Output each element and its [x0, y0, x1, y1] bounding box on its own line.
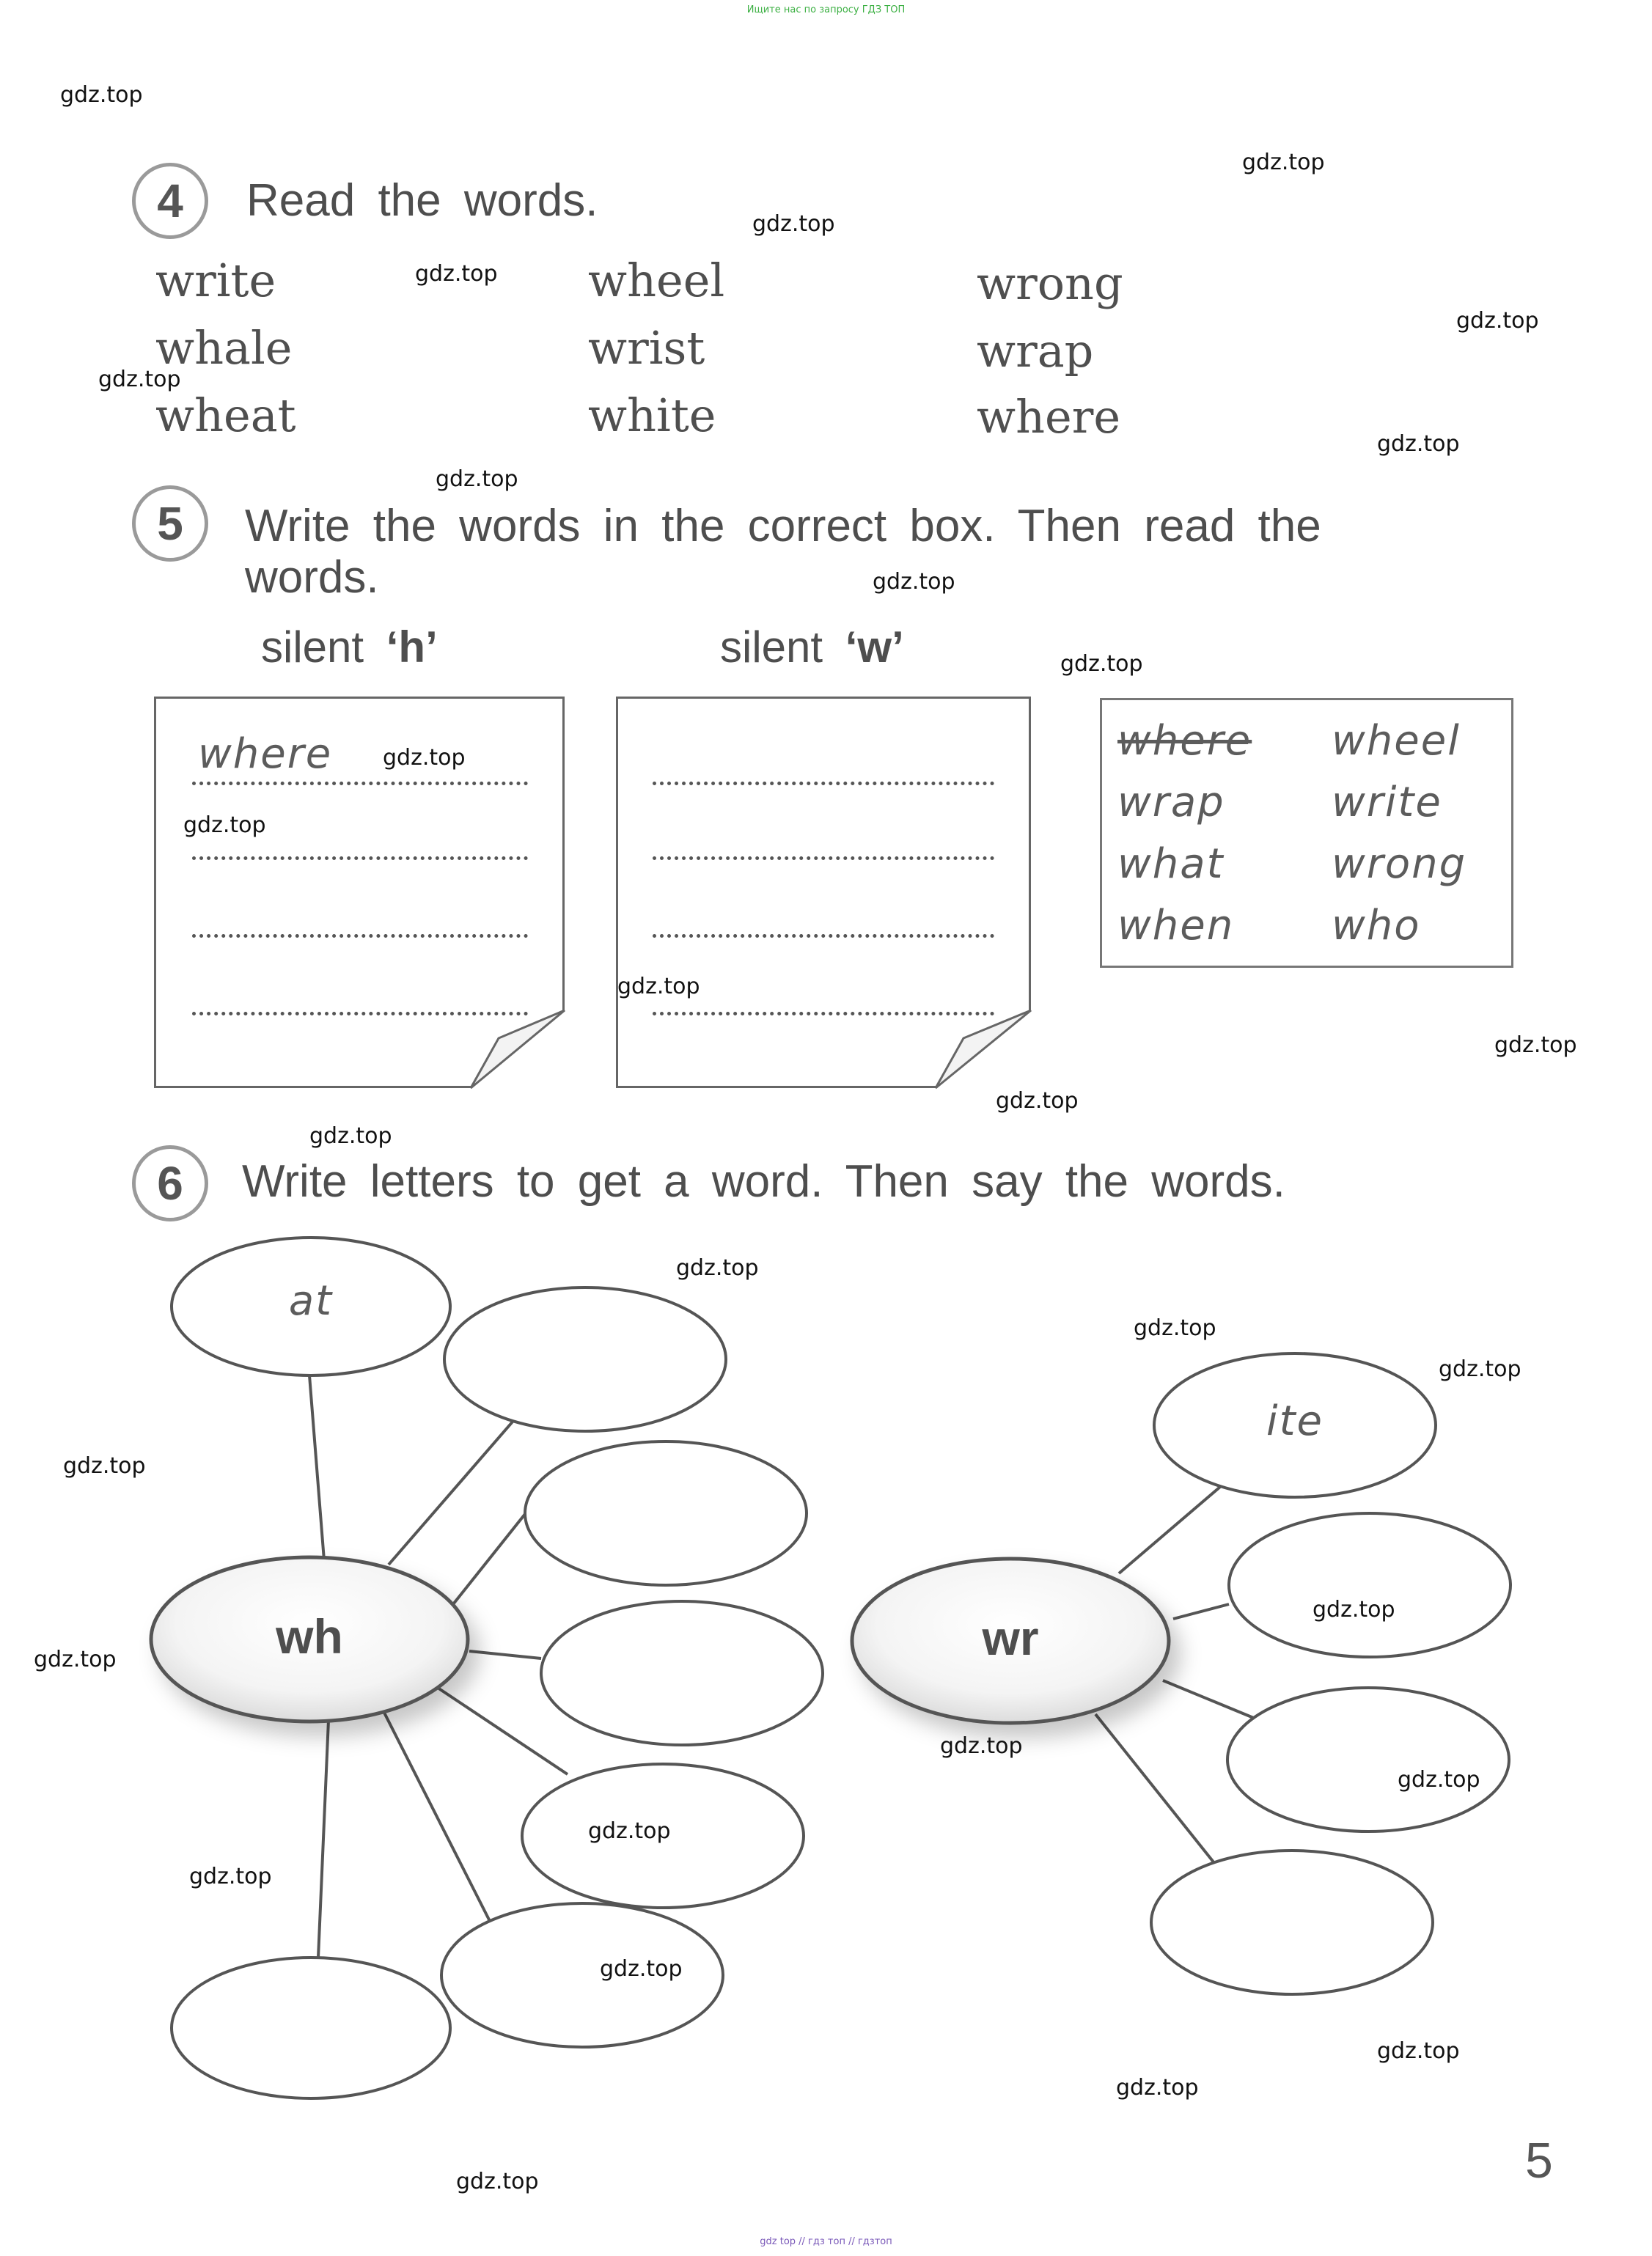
wr-bubble-3: [1227, 1688, 1509, 1831]
silent-w-letter: ‘w’: [845, 622, 904, 672]
connector-wh-2: [389, 1399, 532, 1565]
hub-wh-label: wh: [276, 1609, 343, 1664]
word-write: write: [155, 254, 276, 307]
word-bank-wrong: wrong: [1332, 840, 1467, 888]
watermark: gdz.top: [1398, 1767, 1480, 1793]
watermark: gdz.top: [60, 82, 143, 108]
watermark: gdz.top: [183, 812, 266, 838]
watermark: gdz.top: [63, 1453, 146, 1479]
watermark: gdz.top: [676, 1255, 759, 1281]
wr-bubble-4: [1151, 1851, 1433, 1994]
watermark: gdz.top: [1494, 1032, 1577, 1058]
connector-wh-6: [381, 1707, 499, 1939]
connector-wr-2: [1173, 1604, 1229, 1619]
watermark: gdz.top: [752, 211, 835, 237]
watermark: gdz.top: [189, 1864, 272, 1889]
word-bank-write: write: [1332, 779, 1442, 826]
wr-example-ending: ite: [1266, 1397, 1324, 1445]
watermark: gdz.top: [383, 745, 466, 771]
word-whale: whale: [155, 321, 293, 375]
top-note: Ищите нас по запросу ГДЗ ТОП: [746, 4, 906, 15]
connector-wh-1: [309, 1375, 324, 1560]
connector-wr-4: [1095, 1714, 1229, 1881]
watermark: gdz.top: [600, 1956, 683, 1982]
watermark: gdz.top: [1242, 150, 1325, 175]
hub-wr-label: wr: [982, 1611, 1039, 1665]
watermark: gdz.top: [1060, 651, 1143, 677]
connector-wr-1: [1119, 1487, 1220, 1573]
wh-bubble-4: [541, 1601, 823, 1745]
connector-wh-3: [453, 1510, 528, 1604]
watermark: gdz.top: [456, 2169, 539, 2194]
wh-example-ending: at: [288, 1277, 334, 1325]
watermark: gdz.top: [996, 1088, 1079, 1114]
exercise-6-instruction: Write letters to get a word. Then say the words.: [242, 1156, 1285, 1207]
watermark: gdz.top: [98, 367, 181, 392]
connector-wr-3: [1163, 1680, 1255, 1719]
watermark: gdz.top: [309, 1123, 392, 1149]
connector-wh-7: [318, 1720, 328, 1958]
connector-wh-5: [436, 1686, 568, 1774]
watermark: gdz.top: [436, 466, 518, 492]
watermark: gdz.top: [1439, 1356, 1521, 1382]
exercise-4-instruction: Read the words.: [246, 175, 598, 226]
watermark: gdz.top: [1313, 1597, 1395, 1623]
exercise-5-instruction-line1: Write the words in the correct box. Then read the: [245, 501, 1321, 551]
watermark: gdz.top: [34, 1647, 117, 1672]
watermark: gdz.top: [1377, 2038, 1460, 2064]
wr-bubble-2: [1229, 1513, 1510, 1657]
wh-bubble-2: [444, 1287, 726, 1431]
watermark: gdz.top: [1116, 2075, 1199, 2101]
word-white: white: [588, 389, 716, 442]
watermark: gdz.top: [588, 1818, 671, 1844]
silent-h-letter: ‘h’: [386, 622, 438, 672]
exercise-4-number: 4: [132, 163, 208, 239]
watermark: gdz.top: [617, 974, 700, 999]
connector-wh-4: [469, 1651, 541, 1658]
word-bank-when: when: [1117, 902, 1235, 949]
bottom-note: gdz top // гдз топ // гдзтоп: [760, 2236, 892, 2247]
watermark: gdz.top: [1456, 308, 1539, 334]
exercise-5-instruction-line2: words.: [245, 552, 379, 603]
word-wheel: wheel: [588, 254, 725, 307]
exercise-6-number: 6: [132, 1145, 208, 1221]
word-wrist: wrist: [588, 321, 705, 375]
word-bank-who: who: [1332, 902, 1421, 949]
wh-bubble-3: [525, 1441, 807, 1585]
word-bank-wrap: wrap: [1117, 779, 1225, 826]
silent-h-example-answer: where: [198, 730, 333, 778]
word-bank-what: what: [1117, 840, 1225, 888]
word-bank-wheel: wheel: [1332, 717, 1461, 765]
word-where: where: [977, 390, 1121, 444]
word-wrap: wrap: [977, 324, 1094, 378]
page-number: 5: [1525, 2133, 1553, 2189]
watermark: gdz.top: [940, 1733, 1023, 1759]
exercise-5-number: 5: [132, 485, 208, 562]
silent-word: silent: [720, 622, 823, 672]
word-bank-where-crossed: where: [1117, 717, 1252, 765]
watermark: gdz.top: [1377, 431, 1460, 457]
watermark: gdz.top: [873, 569, 955, 595]
wh-bubble-7: [172, 1958, 450, 2098]
watermark: gdz.top: [415, 261, 498, 287]
word-wheat: wheat: [155, 389, 296, 442]
watermark: gdz.top: [1134, 1315, 1216, 1341]
word-wrong: wrong: [977, 257, 1123, 310]
silent-word: silent: [261, 622, 364, 672]
